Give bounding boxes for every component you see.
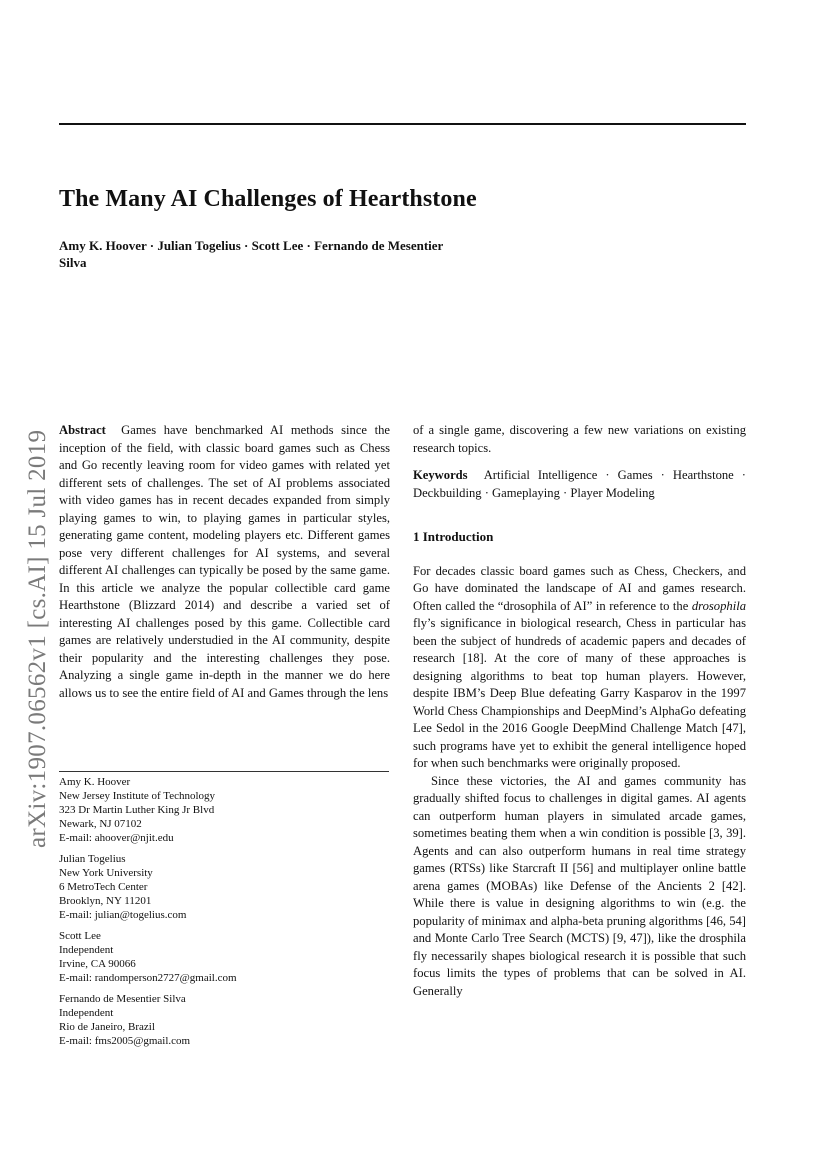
- email-line: E-mail: fms2005@gmail.com: [59, 1035, 191, 1047]
- affiliation-line: Julian Togelius: [59, 853, 126, 865]
- abstract-text: Games have benchmarked AI methods since the inception of the field, with classic board games such as Chess and Go recently leaving room for video games with related yet different sets of challenges. The set of AI problems associated with video games has in recent decades expanded from simply playing games to win, to playing games in particular styles, generating game content, modeling players etc. Different games pose very different challenges for AI systems, and several different AI challenges can typically be posed by the same game. In this article we analyze the popular collectible card game Hearthstone (Blizzard 2014) and describe a varied set of interesting AI challenges posed by this game. Collectible card games are relatively understudied in the AI community, despite their popularity and the interesting challenges they pose. Analyzing a single game in-depth in the manner we do here allows us to see the entire field of AI and Games through the lens: [59, 423, 391, 700]
- affiliation-line: Amy K. Hoover: [59, 776, 131, 788]
- affiliation-line: Scott Lee: [59, 930, 101, 942]
- intro-paragraph-1: [413, 563, 746, 773]
- email-line: E-mail: randomperson2727@gmail.com: [59, 972, 237, 984]
- email-line: E-mail: ahoover@njit.edu: [59, 832, 174, 844]
- keywords-text: Artificial Intelligence · Games · Hearthstone · Deckbuilding · Gameplaying · Player Modeling: [413, 468, 746, 500]
- affiliation-line: Irvine, CA 90066: [59, 958, 136, 970]
- intro-p1-text-b: fly’s significance in biological research, Chess in particular has been the subject of hundreds of academic papers and decades of research [18]. At the core of many of these approaches is designing algorithms to beat top human players. However, despite IBM’s Deep Blue defeating Garry Kasparov in the 1997 World Chess Championships and DeepMind’s AlphaGo defeating Lee Sedol in the 2016 Google DeepMind Challenge Match [47], such programs have yet to exhibit the general intelligence hoped for when such benchmarks were originally proposed.: [413, 616, 746, 770]
- left-column: [59, 422, 390, 702]
- abstract: [59, 422, 390, 702]
- paper-title: The Many AI Challenges of Hearthstone: [59, 186, 477, 212]
- affiliation-line: Independent: [59, 1007, 114, 1019]
- arxiv-identifier: arXiv:1907.06562v1 [cs.AI] 15 Jul 2019: [24, 429, 51, 848]
- affiliation-line: New York University: [59, 867, 153, 879]
- affiliation-line: Fernando de Mesentier Silva: [59, 993, 186, 1005]
- intro-paragraph-2: Since these victories, the AI and games community has gradually shifted focus to challenges in digital games. AI agents can outperform human players in simulated arcade games, sometimes beating them when a win condition is possible [3, 39]. Agents and can also outperform humans in real time strategy games (RTSs) like Starcraft II [56] and multiplayer online battle arena games (MOBAs) like Defense of the Ancients 2 [42]. While there is value in designing algorithms to win (e.g. the popularity of minimax and alpha-beta pruning algorithms [46, 54] and Monte Carlo Tree Search (MCTS) [9, 47]), like the drosphila fly necessarily shapes biological research it is possible that such focus limits the types of problems that can be solved in AI. Generally: [413, 773, 746, 998]
- abstract-continued: of a single game, discovering a few new variations on existing research topics.: [413, 423, 746, 455]
- affiliation-line: Independent: [59, 944, 114, 956]
- keywords-label: Keywords: [413, 468, 468, 482]
- affiliation-line: New Jersey Institute of Technology: [59, 790, 216, 802]
- affiliation-line: Brooklyn, NY 11201: [59, 895, 152, 907]
- affiliation-block: [59, 929, 389, 985]
- abstract-label: Abstract: [59, 423, 106, 437]
- footnote-rule: [59, 771, 389, 772]
- keywords: [413, 467, 746, 502]
- author-line-2: Silva: [59, 255, 87, 270]
- affiliation-line: 6 MetroTech Center: [59, 881, 148, 893]
- email-line: E-mail: julian@togelius.com: [59, 909, 187, 921]
- affiliation-block: [59, 775, 389, 845]
- affiliation-line: Rio de Janeiro, Brazil: [59, 1021, 155, 1033]
- right-column: [413, 422, 746, 1000]
- affiliation-block: [59, 852, 389, 922]
- author-line-1: Amy K. Hoover · Julian Togelius · Scott Lee · Fernando de Mesentier: [59, 238, 444, 253]
- affiliation-line: 323 Dr Martin Luther King Jr Blvd: [59, 804, 215, 816]
- affiliation-line: Newark, NJ 07102: [59, 818, 142, 830]
- intro-p1-text-a: For decades classic board games such as Chess, Checkers, and Go have dominated the landscape of AI and games research. Often called the “drosophila of AI” in reference to the: [413, 563, 746, 613]
- author-list: [59, 237, 579, 271]
- affiliations: [59, 775, 389, 1055]
- affiliation-block: [59, 992, 389, 1048]
- intro-p1-italic: drosophila: [691, 598, 746, 613]
- top-rule: [59, 123, 746, 125]
- section-heading-introduction: 1 Introduction: [413, 529, 494, 544]
